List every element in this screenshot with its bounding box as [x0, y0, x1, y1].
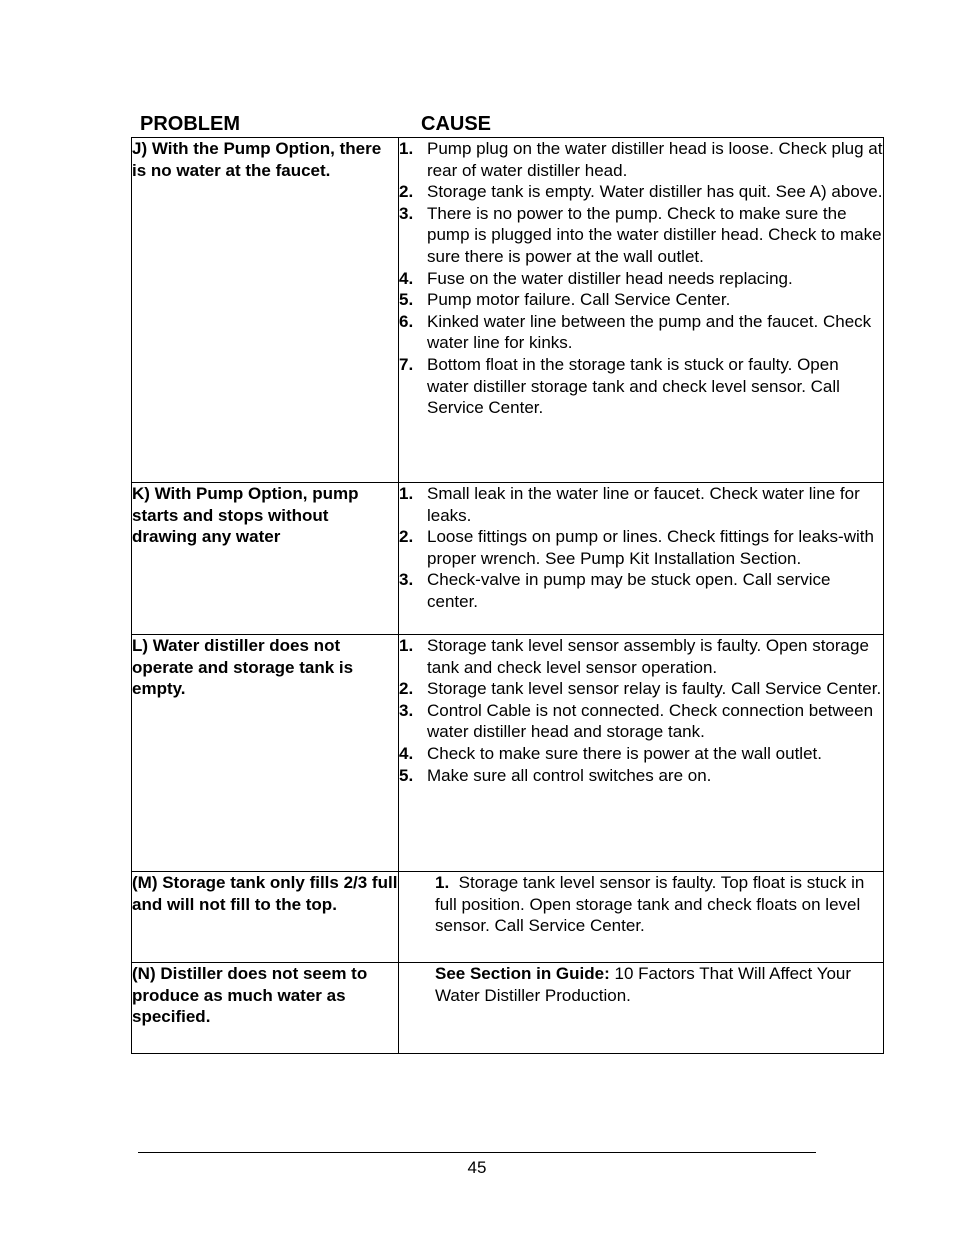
- cause-list: [399, 483, 883, 613]
- item-number: 5.: [399, 290, 414, 310]
- item-number: 3.: [399, 203, 414, 223]
- cause-cell: [399, 872, 884, 963]
- list-item: [399, 635, 883, 678]
- item-number: 6.: [399, 311, 414, 331]
- problem-cell: (M) Storage tank only fills 2/3 full and will not fill to the top.: [132, 872, 399, 963]
- item-number: 3.: [399, 700, 414, 720]
- cause-cell: [399, 635, 884, 872]
- problem-column-header: PROBLEM: [140, 113, 240, 135]
- list-item: [399, 743, 883, 765]
- problem-cell: (N) Distiller does not seem to produce as much water as specified.: [132, 963, 399, 1054]
- problem-cell: K) With Pump Option, pump starts and stops without drawing any water: [132, 483, 399, 635]
- list-item: [399, 203, 883, 268]
- cause-text: Storage tank level sensor is faulty. Top float is stuck in full position. Open storage tank and check floats on level sensor. Call Service Center.: [435, 873, 865, 936]
- item-text: Check to make sure there is power at the wall outlet.: [427, 743, 822, 763]
- item-number: 1.: [435, 873, 450, 892]
- item-text: Storage tank is empty. Water distiller has quit. See A) above.: [427, 182, 883, 202]
- problem-cell: L) Water distiller does not operate and storage tank is empty.: [132, 635, 399, 872]
- list-item: [399, 765, 883, 787]
- item-text: Pump plug on the water distiller head is loose. Check plug at rear of water distiller head.: [427, 139, 883, 180]
- list-item: [399, 569, 883, 612]
- item-text: Make sure all control switches are on.: [427, 765, 712, 785]
- cause-list: [399, 635, 883, 786]
- item-number: 2.: [399, 679, 414, 699]
- list-item: [399, 526, 883, 569]
- item-text: There is no power to the pump. Check to make sure the pump is plugged into the water distiller head. Check to make sure there is power at the wall outlet.: [427, 203, 882, 266]
- list-item: [399, 268, 883, 290]
- item-text: Loose fittings on pump or lines. Check fittings for leaks-with proper wrench. See Pump Kit Installation Section.: [427, 527, 874, 568]
- list-item: [399, 678, 883, 700]
- cause-list: [399, 138, 883, 419]
- list-item: [399, 354, 883, 419]
- table-row: [132, 963, 884, 1054]
- table-row: [132, 483, 884, 635]
- item-number: 1.: [399, 484, 414, 503]
- footer-divider: [138, 1152, 816, 1153]
- item-text: Storage tank level sensor relay is faulty. Call Service Center.: [427, 679, 882, 699]
- item-number: 1.: [399, 636, 414, 655]
- item-number: 5.: [399, 765, 414, 785]
- item-text: Storage tank level sensor assembly is faulty. Open storage tank and check level sensor operation.: [427, 636, 869, 677]
- list-item: [399, 483, 883, 526]
- item-text: Pump motor failure. Call Service Center.: [427, 290, 731, 310]
- list-item: [399, 311, 883, 354]
- list-item: [399, 138, 883, 181]
- cause-column-header: CAUSE: [421, 113, 492, 135]
- item-number: 1.: [399, 139, 414, 158]
- problem-cell: J) With the Pump Option, there is no water at the faucet.: [132, 138, 399, 483]
- item-text: Small leak in the water line or faucet. Check water line for leaks.: [427, 484, 860, 525]
- guide-reference-lead: See Section in Guide:: [435, 964, 610, 983]
- item-text: Fuse on the water distiller head needs replacing.: [427, 268, 793, 288]
- cause-text: 10 Factors That Will Affect Your Water Distiller Production.: [435, 964, 852, 1005]
- column-headers: [140, 112, 900, 136]
- item-text: Kinked water line between the pump and the faucet. Check water line for kinks.: [427, 311, 872, 353]
- table-row: [132, 635, 884, 872]
- page-number: 45: [467, 1158, 487, 1177]
- item-text: Bottom float in the storage tank is stuck or faulty. Open water distiller storage tank and check level sensor. Call Service Center.: [427, 354, 840, 418]
- table-row: [132, 138, 884, 483]
- list-item: [399, 700, 883, 743]
- table-row: [132, 872, 884, 963]
- item-number: 3.: [399, 570, 414, 590]
- item-number: 2.: [399, 527, 414, 547]
- troubleshooting-table: [131, 137, 884, 1054]
- cause-cell: [399, 483, 884, 635]
- list-item: [399, 181, 883, 203]
- list-item: [399, 289, 883, 311]
- item-number: 4.: [399, 743, 414, 763]
- item-number: 4.: [399, 268, 414, 288]
- cause-cell: [399, 963, 884, 1054]
- cause-cell: [399, 138, 884, 483]
- item-number: 7.: [399, 354, 414, 374]
- item-text: Check-valve in pump may be stuck open. Call service center.: [427, 570, 831, 611]
- item-text: Control Cable is not connected. Check connection between water distiller head and storage tank.: [427, 700, 874, 742]
- item-number: 2.: [399, 182, 414, 202]
